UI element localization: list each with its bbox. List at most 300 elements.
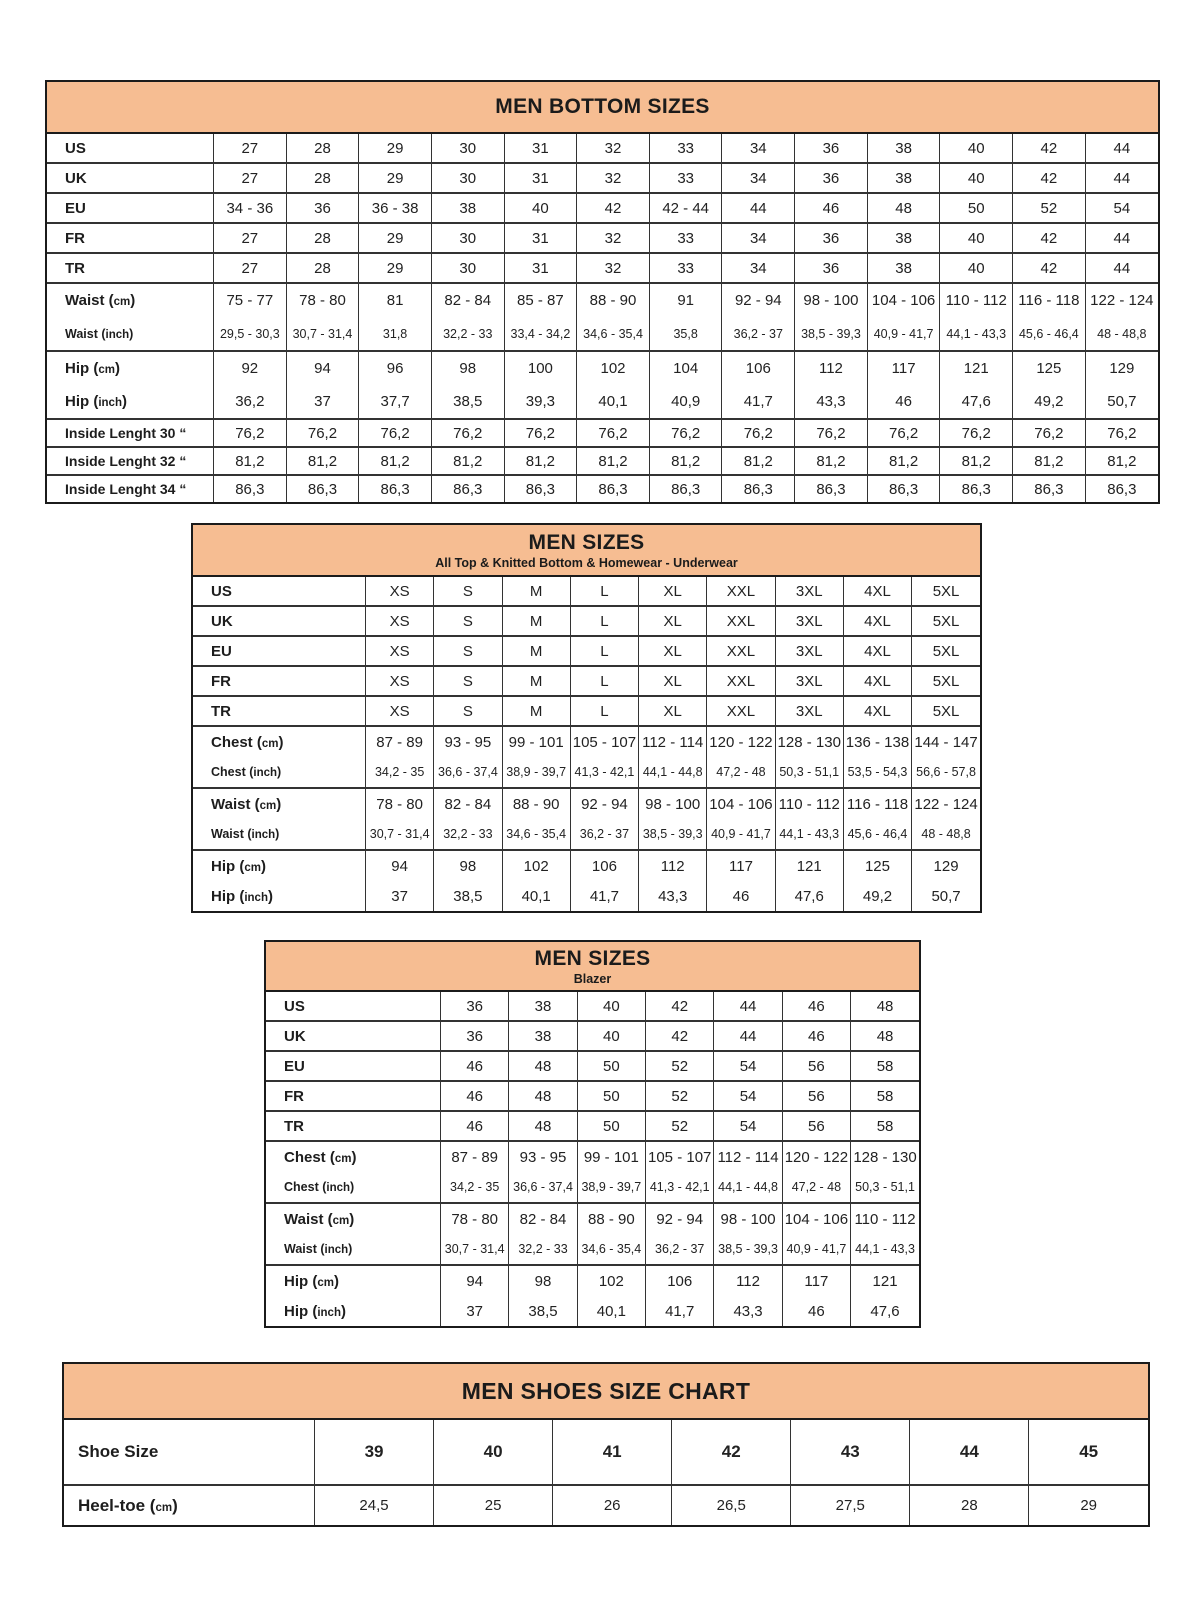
cell-value: 31: [504, 253, 577, 283]
cell-value: 43: [791, 1420, 910, 1485]
cell-value: 117: [782, 1265, 850, 1296]
cell-value: 54: [714, 1051, 782, 1081]
cell-value: 41,7: [646, 1296, 714, 1326]
cell-value: 88 - 90: [577, 283, 650, 317]
cell-value: 98 - 100: [639, 788, 707, 819]
table-row: [193, 788, 980, 819]
cell-value: 43,3: [795, 385, 868, 419]
cell-value: 44,1 - 44,8: [639, 757, 707, 788]
cell-value: XXL: [707, 696, 775, 726]
cell-value: XL: [639, 666, 707, 696]
cell-value: 30: [431, 163, 504, 193]
cell-value: 76,2: [795, 419, 868, 447]
cell-value: 121: [940, 351, 1013, 385]
cell-value: 116 - 118: [1013, 283, 1086, 317]
row-label: Waist (inch): [65, 326, 134, 341]
cell-value: 30: [431, 134, 504, 163]
men-shoes-size-table: [62, 1362, 1150, 1527]
table-row: [193, 819, 980, 850]
cell-value: 81: [359, 283, 432, 317]
cell-value: 86,3: [867, 475, 940, 502]
cell-value: 76,2: [504, 419, 577, 447]
table-title: MEN SIZES: [528, 530, 645, 554]
cell-value: XXL: [707, 577, 775, 606]
cell-value: 30,7 - 31,4: [366, 819, 434, 850]
cell-value: 47,6: [775, 881, 843, 911]
cell-value: 42: [1013, 253, 1086, 283]
table-row: [47, 385, 1158, 419]
cell-value: 40,9: [649, 385, 722, 419]
cell-value: 3XL: [775, 696, 843, 726]
cell-value: 27: [214, 163, 287, 193]
cell-value: 129: [1085, 351, 1158, 385]
table-row: [47, 253, 1158, 283]
cell-value: 87 - 89: [441, 1141, 509, 1172]
table-row: [193, 881, 980, 911]
cell-value: 121: [775, 850, 843, 881]
cell-value: 86,3: [359, 475, 432, 502]
cell-value: 50: [940, 193, 1013, 223]
row-label-unit: cm: [317, 1276, 334, 1289]
row-label-unit: inch: [98, 397, 122, 409]
table-row: [266, 1203, 919, 1234]
cell-value: 50: [577, 1051, 645, 1081]
cell-value: 43,3: [639, 881, 707, 911]
men-blazer-sizes-grid: [266, 992, 919, 1326]
cell-value: 33: [649, 134, 722, 163]
cell-value: 93 - 95: [509, 1141, 577, 1172]
cell-value: 104: [649, 351, 722, 385]
cell-value: 128 - 130: [775, 726, 843, 757]
cell-value: 40: [940, 253, 1013, 283]
row-label: TR: [47, 253, 214, 283]
cell-value: 86,3: [722, 475, 795, 502]
cell-value: 47,2 - 48: [707, 757, 775, 788]
cell-value: 105 - 107: [646, 1141, 714, 1172]
cell-value: 96: [359, 351, 432, 385]
cell-value: 32,2 - 33: [431, 317, 504, 351]
table-title: MEN SIZES: [534, 946, 651, 970]
cell-value: 45,6 - 46,4: [1013, 317, 1086, 351]
cell-value: 36,2: [214, 385, 287, 419]
cell-value: XL: [639, 606, 707, 636]
table-subtitle: All Top & Knitted Bottom & Homewear - Underwear: [435, 555, 738, 570]
cell-value: 76,2: [867, 419, 940, 447]
cell-value: 136 - 138: [843, 726, 911, 757]
cell-value: 48: [867, 193, 940, 223]
cell-value: 99 - 101: [577, 1141, 645, 1172]
cell-value: 32: [577, 163, 650, 193]
cell-value: 38: [431, 193, 504, 223]
cell-value: 43,3: [714, 1296, 782, 1326]
cell-value: 34,6 - 35,4: [577, 317, 650, 351]
cell-value: 50: [577, 1111, 645, 1141]
cell-value: 29: [359, 253, 432, 283]
cell-value: 42: [1013, 223, 1086, 253]
row-label: Chest (cm): [193, 726, 366, 757]
cell-value: 58: [851, 1051, 919, 1081]
cell-value: L: [570, 666, 638, 696]
row-label-unit: cm: [113, 296, 131, 308]
row-label-unit: cm: [98, 364, 115, 376]
cell-value: 78 - 80: [286, 283, 359, 317]
table-row: [47, 351, 1158, 385]
cell-value: 40: [434, 1420, 553, 1485]
cell-value: 32: [577, 223, 650, 253]
cell-value: 44,1 - 44,8: [714, 1172, 782, 1203]
cell-value: 52: [1013, 193, 1086, 223]
row-label-unit: inch: [251, 829, 276, 841]
cell-value: M: [502, 636, 570, 666]
cell-value: 31: [504, 134, 577, 163]
cell-value: 24,5: [315, 1485, 434, 1525]
cell-value: XL: [639, 696, 707, 726]
table-row: [193, 606, 980, 636]
cell-value: 39: [315, 1420, 434, 1485]
row-label-unit: cm: [259, 799, 277, 812]
men-shoes-size-header: [64, 1364, 1148, 1420]
cell-value: 48 - 48,8: [912, 819, 980, 850]
table-row: [47, 475, 1158, 502]
cell-value: 46: [707, 881, 775, 911]
table-row: [266, 1141, 919, 1172]
cell-value: 110 - 112: [851, 1203, 919, 1234]
row-label: Inside Lenght 32 “: [47, 447, 214, 475]
table-row: [193, 850, 980, 881]
cell-value: 49,2: [843, 881, 911, 911]
cell-value: 44: [1085, 223, 1158, 253]
table-row: [266, 1172, 919, 1203]
cell-value: M: [502, 696, 570, 726]
cell-value: 110 - 112: [775, 788, 843, 819]
table-row: [266, 1234, 919, 1265]
men-bottom-sizes-table: [45, 80, 1160, 504]
cell-value: 32: [577, 253, 650, 283]
cell-value: M: [502, 606, 570, 636]
row-label: Waist (cm): [47, 283, 214, 317]
cell-value: 104 - 106: [782, 1203, 850, 1234]
cell-value: 85 - 87: [504, 283, 577, 317]
cell-value: 56: [782, 1051, 850, 1081]
cell-value: 38: [867, 223, 940, 253]
cell-value: 54: [714, 1111, 782, 1141]
table-row: [64, 1420, 1148, 1485]
row-label: Waist (cm): [266, 1203, 441, 1234]
cell-value: 5XL: [912, 606, 980, 636]
cell-value: 38,5 - 39,3: [639, 819, 707, 850]
cell-value: 42: [646, 992, 714, 1021]
cell-value: L: [570, 636, 638, 666]
table-title: MEN BOTTOM SIZES: [495, 95, 710, 118]
cell-value: 81,2: [649, 447, 722, 475]
row-label: Waist (cm): [193, 788, 366, 819]
cell-value: 42: [577, 193, 650, 223]
cell-value: 4XL: [843, 636, 911, 666]
cell-value: 81,2: [577, 447, 650, 475]
cell-value: 40,1: [577, 1296, 645, 1326]
cell-value: 44: [722, 193, 795, 223]
row-label: Waist (inch): [284, 1242, 353, 1256]
cell-value: 76,2: [649, 419, 722, 447]
table-row: [266, 1296, 919, 1326]
cell-value: 117: [867, 351, 940, 385]
cell-value: 34: [722, 223, 795, 253]
cell-value: 105 - 107: [570, 726, 638, 757]
cell-value: 98 - 100: [714, 1203, 782, 1234]
table-row: [266, 1021, 919, 1051]
cell-value: 128 - 130: [851, 1141, 919, 1172]
row-label: US: [65, 139, 86, 157]
row-label: Hip (cm): [266, 1265, 441, 1296]
cell-value: 100: [504, 351, 577, 385]
cell-value: 122 - 124: [912, 788, 980, 819]
cell-value: 28: [286, 253, 359, 283]
cell-value: 48: [851, 992, 919, 1021]
cell-value: 102: [577, 351, 650, 385]
row-label: Chest (cm): [266, 1141, 441, 1172]
cell-value: XL: [639, 577, 707, 606]
row-label-unit: inch: [253, 767, 278, 779]
cell-value: 81,2: [1085, 447, 1158, 475]
row-label: Hip (inch): [284, 1302, 346, 1320]
cell-value: S: [434, 636, 502, 666]
cell-value: 30: [431, 253, 504, 283]
row-label: EU: [193, 636, 366, 666]
men-blazer-sizes-header: [266, 942, 919, 992]
cell-value: S: [434, 577, 502, 606]
cell-value: 29: [359, 134, 432, 163]
cell-value: 50,3 - 51,1: [775, 757, 843, 788]
cell-value: 42: [672, 1420, 791, 1485]
row-label: UK: [193, 606, 366, 636]
cell-value: 46: [782, 992, 850, 1021]
cell-value: XXL: [707, 606, 775, 636]
cell-value: XS: [366, 636, 434, 666]
table-row: [193, 757, 980, 788]
cell-value: 76,2: [214, 419, 287, 447]
men-shoes-size-grid: [64, 1420, 1148, 1525]
cell-value: 46: [867, 385, 940, 419]
cell-value: 98 - 100: [795, 283, 868, 317]
cell-value: 46: [441, 1111, 509, 1141]
cell-value: 41,3 - 42,1: [570, 757, 638, 788]
cell-value: XS: [366, 666, 434, 696]
cell-value: 48: [509, 1081, 577, 1111]
cell-value: 94: [286, 351, 359, 385]
cell-value: 76,2: [359, 419, 432, 447]
cell-value: 38,5: [434, 881, 502, 911]
cell-value: 75 - 77: [214, 283, 287, 317]
cell-value: L: [570, 696, 638, 726]
cell-value: 49,2: [1013, 385, 1086, 419]
cell-value: 53,5 - 54,3: [843, 757, 911, 788]
cell-value: 48 - 48,8: [1085, 317, 1158, 351]
table-row: [47, 163, 1158, 193]
cell-value: 34: [722, 134, 795, 163]
cell-value: 27: [214, 223, 287, 253]
cell-value: L: [570, 577, 638, 606]
row-label: UK: [47, 163, 214, 193]
cell-value: 36,6 - 37,4: [434, 757, 502, 788]
cell-value: 48: [851, 1021, 919, 1051]
cell-value: 110 - 112: [940, 283, 1013, 317]
cell-value: 86,3: [1013, 475, 1086, 502]
cell-value: 48: [509, 1051, 577, 1081]
cell-value: 40: [940, 163, 1013, 193]
cell-value: 48: [509, 1111, 577, 1141]
cell-value: 81,2: [431, 447, 504, 475]
cell-value: 44,1 - 43,3: [940, 317, 1013, 351]
cell-value: 44: [1085, 163, 1158, 193]
cell-value: 112: [714, 1265, 782, 1296]
cell-value: 112: [795, 351, 868, 385]
cell-value: 36: [795, 223, 868, 253]
cell-value: 29,5 - 30,3: [214, 317, 287, 351]
row-label: Chest (inch): [284, 1180, 355, 1194]
cell-value: 87 - 89: [366, 726, 434, 757]
table-subtitle: Blazer: [573, 971, 612, 986]
row-label-unit: inch: [105, 328, 130, 341]
cell-value: 58: [851, 1081, 919, 1111]
cell-value: S: [434, 606, 502, 636]
cell-value: 26,5: [672, 1485, 791, 1525]
row-label: US: [211, 582, 232, 600]
cell-value: 3XL: [775, 636, 843, 666]
cell-value: 33: [649, 223, 722, 253]
cell-value: 91: [649, 283, 722, 317]
cell-value: 86,3: [940, 475, 1013, 502]
table-row: [47, 283, 1158, 317]
cell-value: 76,2: [577, 419, 650, 447]
cell-value: 76,2: [940, 419, 1013, 447]
row-label: FR: [47, 223, 214, 253]
cell-value: 38: [867, 253, 940, 283]
cell-value: 4XL: [843, 696, 911, 726]
cell-value: 38: [509, 992, 577, 1021]
row-label: UK: [266, 1021, 441, 1051]
cell-value: 34,2 - 35: [441, 1172, 509, 1203]
cell-value: 33: [649, 163, 722, 193]
cell-value: 106: [570, 850, 638, 881]
cell-value: 37: [286, 385, 359, 419]
cell-value: 56,6 - 57,8: [912, 757, 980, 788]
cell-value: 33: [649, 253, 722, 283]
table-row: [193, 666, 980, 696]
cell-value: 34 - 36: [214, 193, 287, 223]
cell-value: 44,1 - 43,3: [851, 1234, 919, 1265]
table-row: [193, 696, 980, 726]
cell-value: XS: [366, 696, 434, 726]
cell-value: 38,5: [509, 1296, 577, 1326]
row-label: Hip (inch): [65, 393, 127, 410]
cell-value: 92: [214, 351, 287, 385]
men-top-sizes-grid: [193, 577, 980, 911]
cell-value: 93 - 95: [434, 726, 502, 757]
cell-value: 41: [553, 1420, 672, 1485]
table-row: [193, 636, 980, 666]
cell-value: 34: [722, 163, 795, 193]
row-label: Chest (inch): [211, 765, 282, 779]
cell-value: 112: [639, 850, 707, 881]
cell-value: 120 - 122: [707, 726, 775, 757]
cell-value: 82 - 84: [434, 788, 502, 819]
cell-value: 47,6: [940, 385, 1013, 419]
cell-value: 28: [910, 1485, 1029, 1525]
men-blazer-sizes-table: [264, 940, 921, 1328]
cell-value: 82 - 84: [509, 1203, 577, 1234]
cell-value: 40,1: [577, 385, 650, 419]
cell-value: 76,2: [286, 419, 359, 447]
row-label: Hip (inch): [211, 887, 273, 905]
cell-value: 121: [851, 1265, 919, 1296]
cell-value: 52: [646, 1111, 714, 1141]
cell-value: 86,3: [577, 475, 650, 502]
cell-value: 81,2: [795, 447, 868, 475]
cell-value: 86,3: [649, 475, 722, 502]
cell-value: 46: [782, 1296, 850, 1326]
men-top-sizes-header: [193, 525, 980, 577]
cell-value: 45,6 - 46,4: [843, 819, 911, 850]
cell-value: 42 - 44: [649, 193, 722, 223]
cell-value: 41,3 - 42,1: [646, 1172, 714, 1203]
cell-value: 38: [867, 163, 940, 193]
cell-value: 27: [214, 134, 287, 163]
cell-value: 47,2 - 48: [782, 1172, 850, 1203]
cell-value: 25: [434, 1485, 553, 1525]
cell-value: 81,2: [722, 447, 795, 475]
cell-value: 81,2: [1013, 447, 1086, 475]
cell-value: 36: [795, 163, 868, 193]
cell-value: 38,5 - 39,3: [714, 1234, 782, 1265]
cell-value: 102: [502, 850, 570, 881]
cell-value: 50,3 - 51,1: [851, 1172, 919, 1203]
cell-value: 5XL: [912, 696, 980, 726]
cell-value: 52: [646, 1051, 714, 1081]
cell-value: 38,9 - 39,7: [502, 757, 570, 788]
cell-value: 52: [646, 1081, 714, 1111]
cell-value: 81,2: [867, 447, 940, 475]
cell-value: 3XL: [775, 606, 843, 636]
cell-value: 81,2: [504, 447, 577, 475]
cell-value: 30,7 - 31,4: [286, 317, 359, 351]
cell-value: 3XL: [775, 666, 843, 696]
cell-value: 37: [441, 1296, 509, 1326]
cell-value: XXL: [707, 666, 775, 696]
cell-value: 86,3: [431, 475, 504, 502]
cell-value: 54: [1085, 193, 1158, 223]
cell-value: XXL: [707, 636, 775, 666]
cell-value: 94: [366, 850, 434, 881]
row-label: TR: [266, 1111, 441, 1141]
cell-value: 78 - 80: [366, 788, 434, 819]
cell-value: 30,7 - 31,4: [441, 1234, 509, 1265]
cell-value: 38,5: [431, 385, 504, 419]
cell-value: 144 - 147: [912, 726, 980, 757]
cell-value: 58: [851, 1111, 919, 1141]
cell-value: 36,2 - 37: [722, 317, 795, 351]
cell-value: 28: [286, 163, 359, 193]
cell-value: 44: [714, 992, 782, 1021]
table-title: MEN SHOES SIZE CHART: [461, 1377, 751, 1404]
cell-value: 98: [509, 1265, 577, 1296]
table-row: [47, 134, 1158, 163]
cell-value: 76,2: [1085, 419, 1158, 447]
cell-value: XL: [639, 636, 707, 666]
cell-value: 40,9 - 41,7: [867, 317, 940, 351]
row-label-unit: cm: [155, 1501, 173, 1514]
cell-value: 34: [722, 253, 795, 283]
cell-value: 44,1 - 43,3: [775, 819, 843, 850]
